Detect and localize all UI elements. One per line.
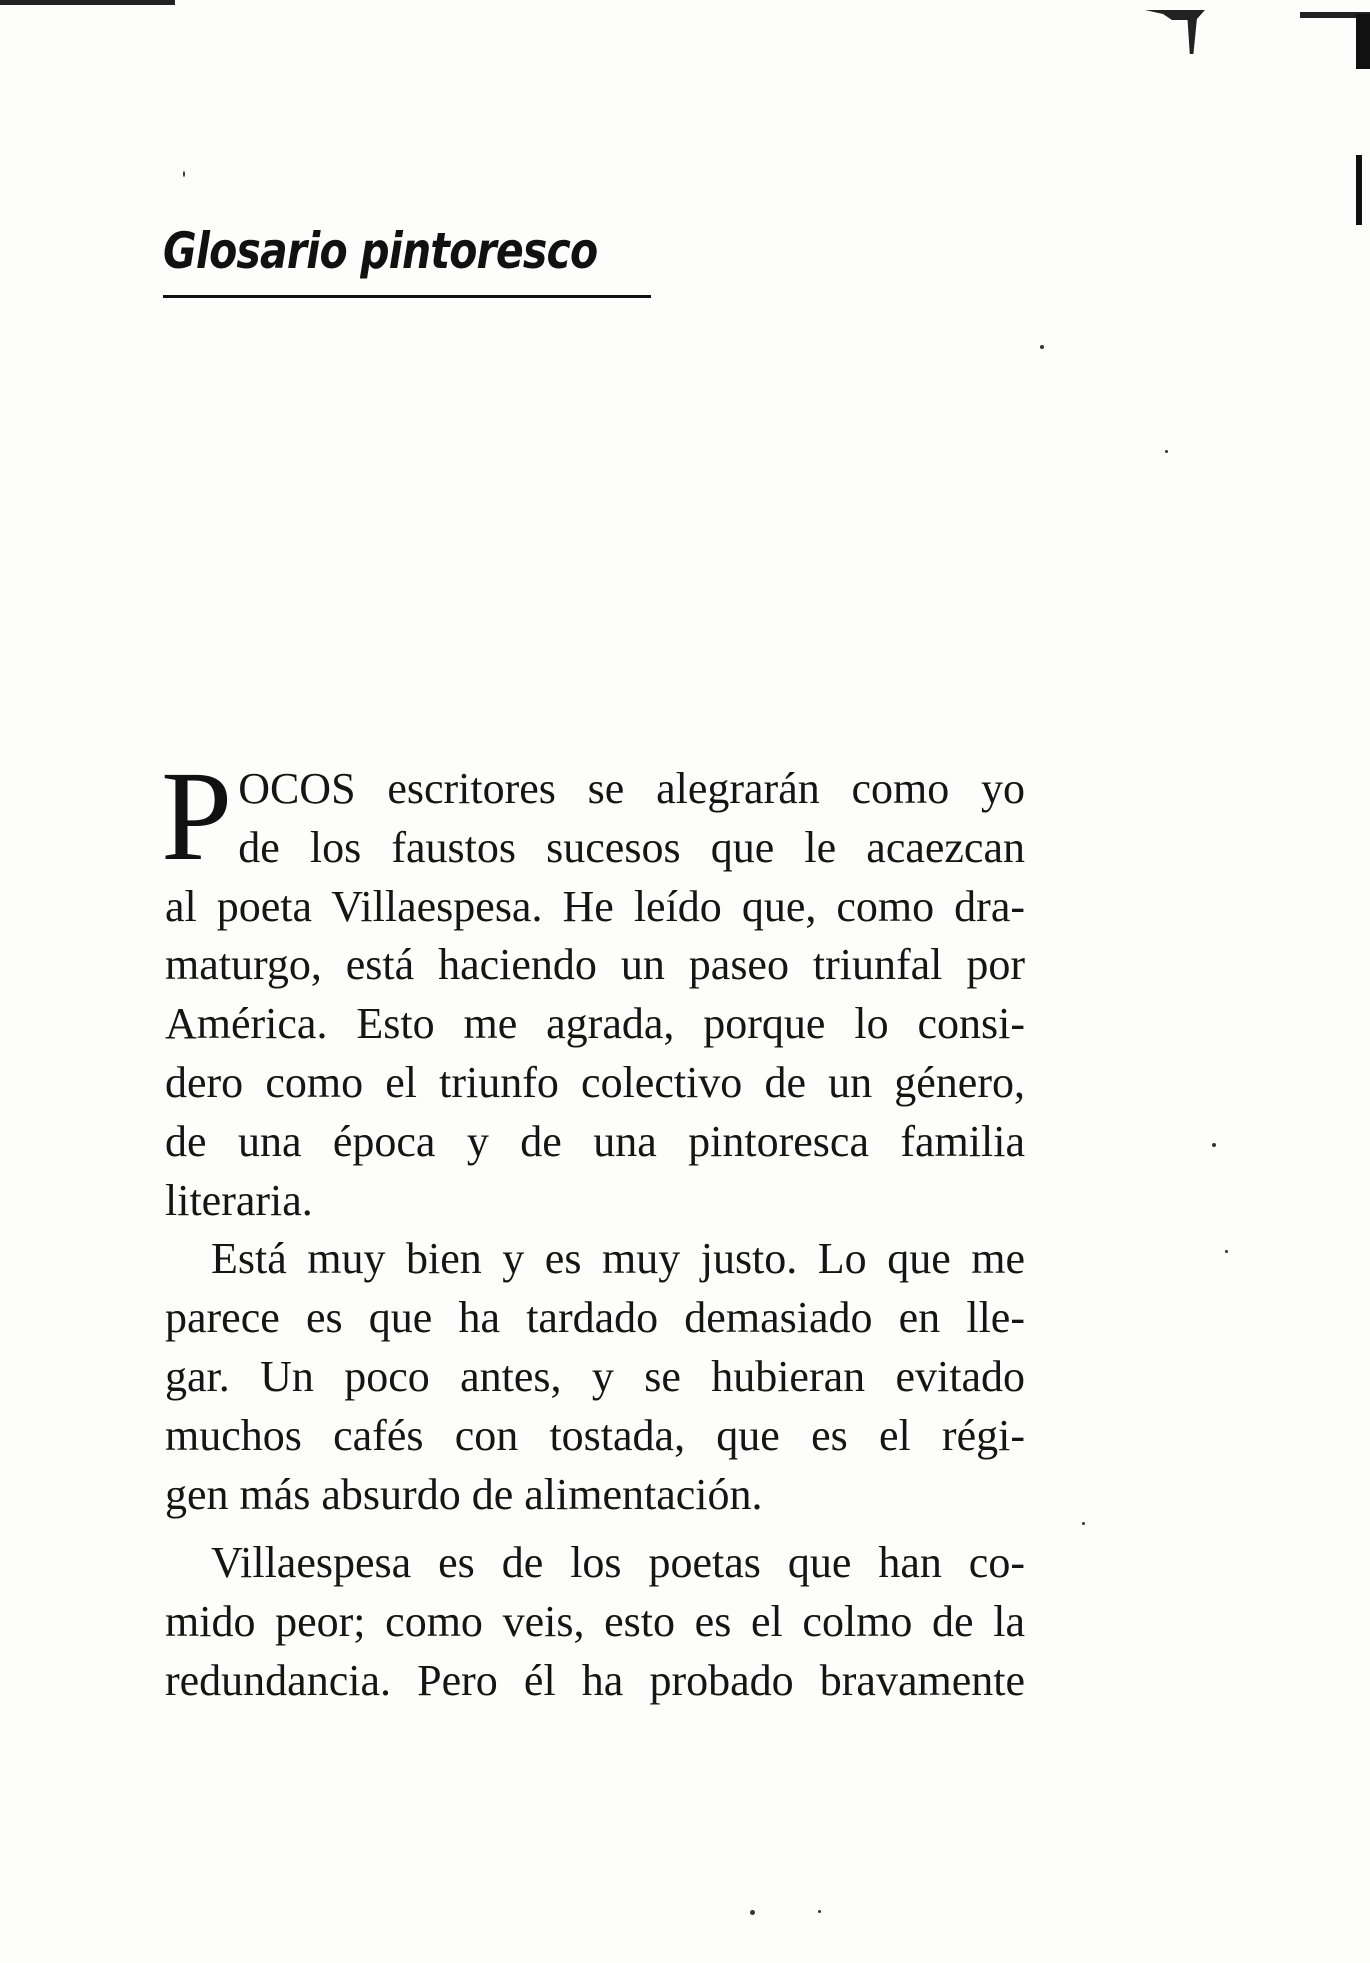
- scan-artifact-top-right-drip: [1185, 18, 1197, 54]
- scan-artifact-top-left: [0, 0, 175, 5]
- text-line: muchos cafés con tostada, que es el régi-: [165, 1410, 1025, 1460]
- title-underline: [163, 295, 651, 298]
- scan-speck: [1212, 1143, 1216, 1147]
- text-line: gen más absurdo de alimentación.: [165, 1469, 763, 1519]
- text-line: redundancia. Pero él ha probado bravamente: [165, 1655, 1025, 1705]
- text-line: al poeta Villaespesa. He leído que, como dra-: [165, 881, 1025, 931]
- text-line: Villaespesa es de los poetas que han co-: [211, 1538, 1025, 1588]
- paragraph-1: [161, 745, 1025, 1230]
- body-text: [161, 745, 1025, 1711]
- text-line: Está muy bien y es muy justo. Lo que me: [211, 1234, 1025, 1284]
- scan-speck: [1165, 450, 1168, 453]
- scan-speck: [1040, 345, 1044, 349]
- scan-speck: [818, 1910, 821, 1913]
- text-line: maturgo, está haciendo un paseo triunfal por: [165, 940, 1025, 990]
- text-line: de una época y de una pintoresca familia: [165, 1116, 1025, 1166]
- text-line: gar. Un poco antes, y se hubieran evitado: [165, 1351, 1025, 1401]
- paragraph-2: [165, 1230, 1025, 1524]
- text-line: dero como el triunfo colectivo de un género,: [165, 1057, 1025, 1107]
- paragraph-3: [165, 1534, 1025, 1710]
- scan-artifact-corner-edge: [1356, 14, 1370, 69]
- scan-speck: [750, 1910, 755, 1915]
- text-line: parece es que ha tardado demasiado en lle-: [165, 1293, 1025, 1343]
- scan-artifact-right-edge: [1356, 155, 1362, 225]
- drop-cap: P: [161, 745, 233, 887]
- scan-speck: [1082, 1522, 1085, 1525]
- text-line: OCOS escritores se alegrarán como yo: [238, 764, 1025, 813]
- page-title: Glosario pintoresco: [163, 222, 598, 280]
- text-line: literaria.: [165, 1175, 313, 1225]
- scan-speck: [183, 171, 185, 177]
- text-line: de los faustos sucesos que le acaezcan: [238, 822, 1025, 872]
- text-line: mido peor; como veis, esto es el colmo de la: [165, 1597, 1025, 1647]
- scan-speck: [1225, 1250, 1228, 1253]
- text-line: América. Esto me agrada, porque lo consi-: [165, 999, 1025, 1049]
